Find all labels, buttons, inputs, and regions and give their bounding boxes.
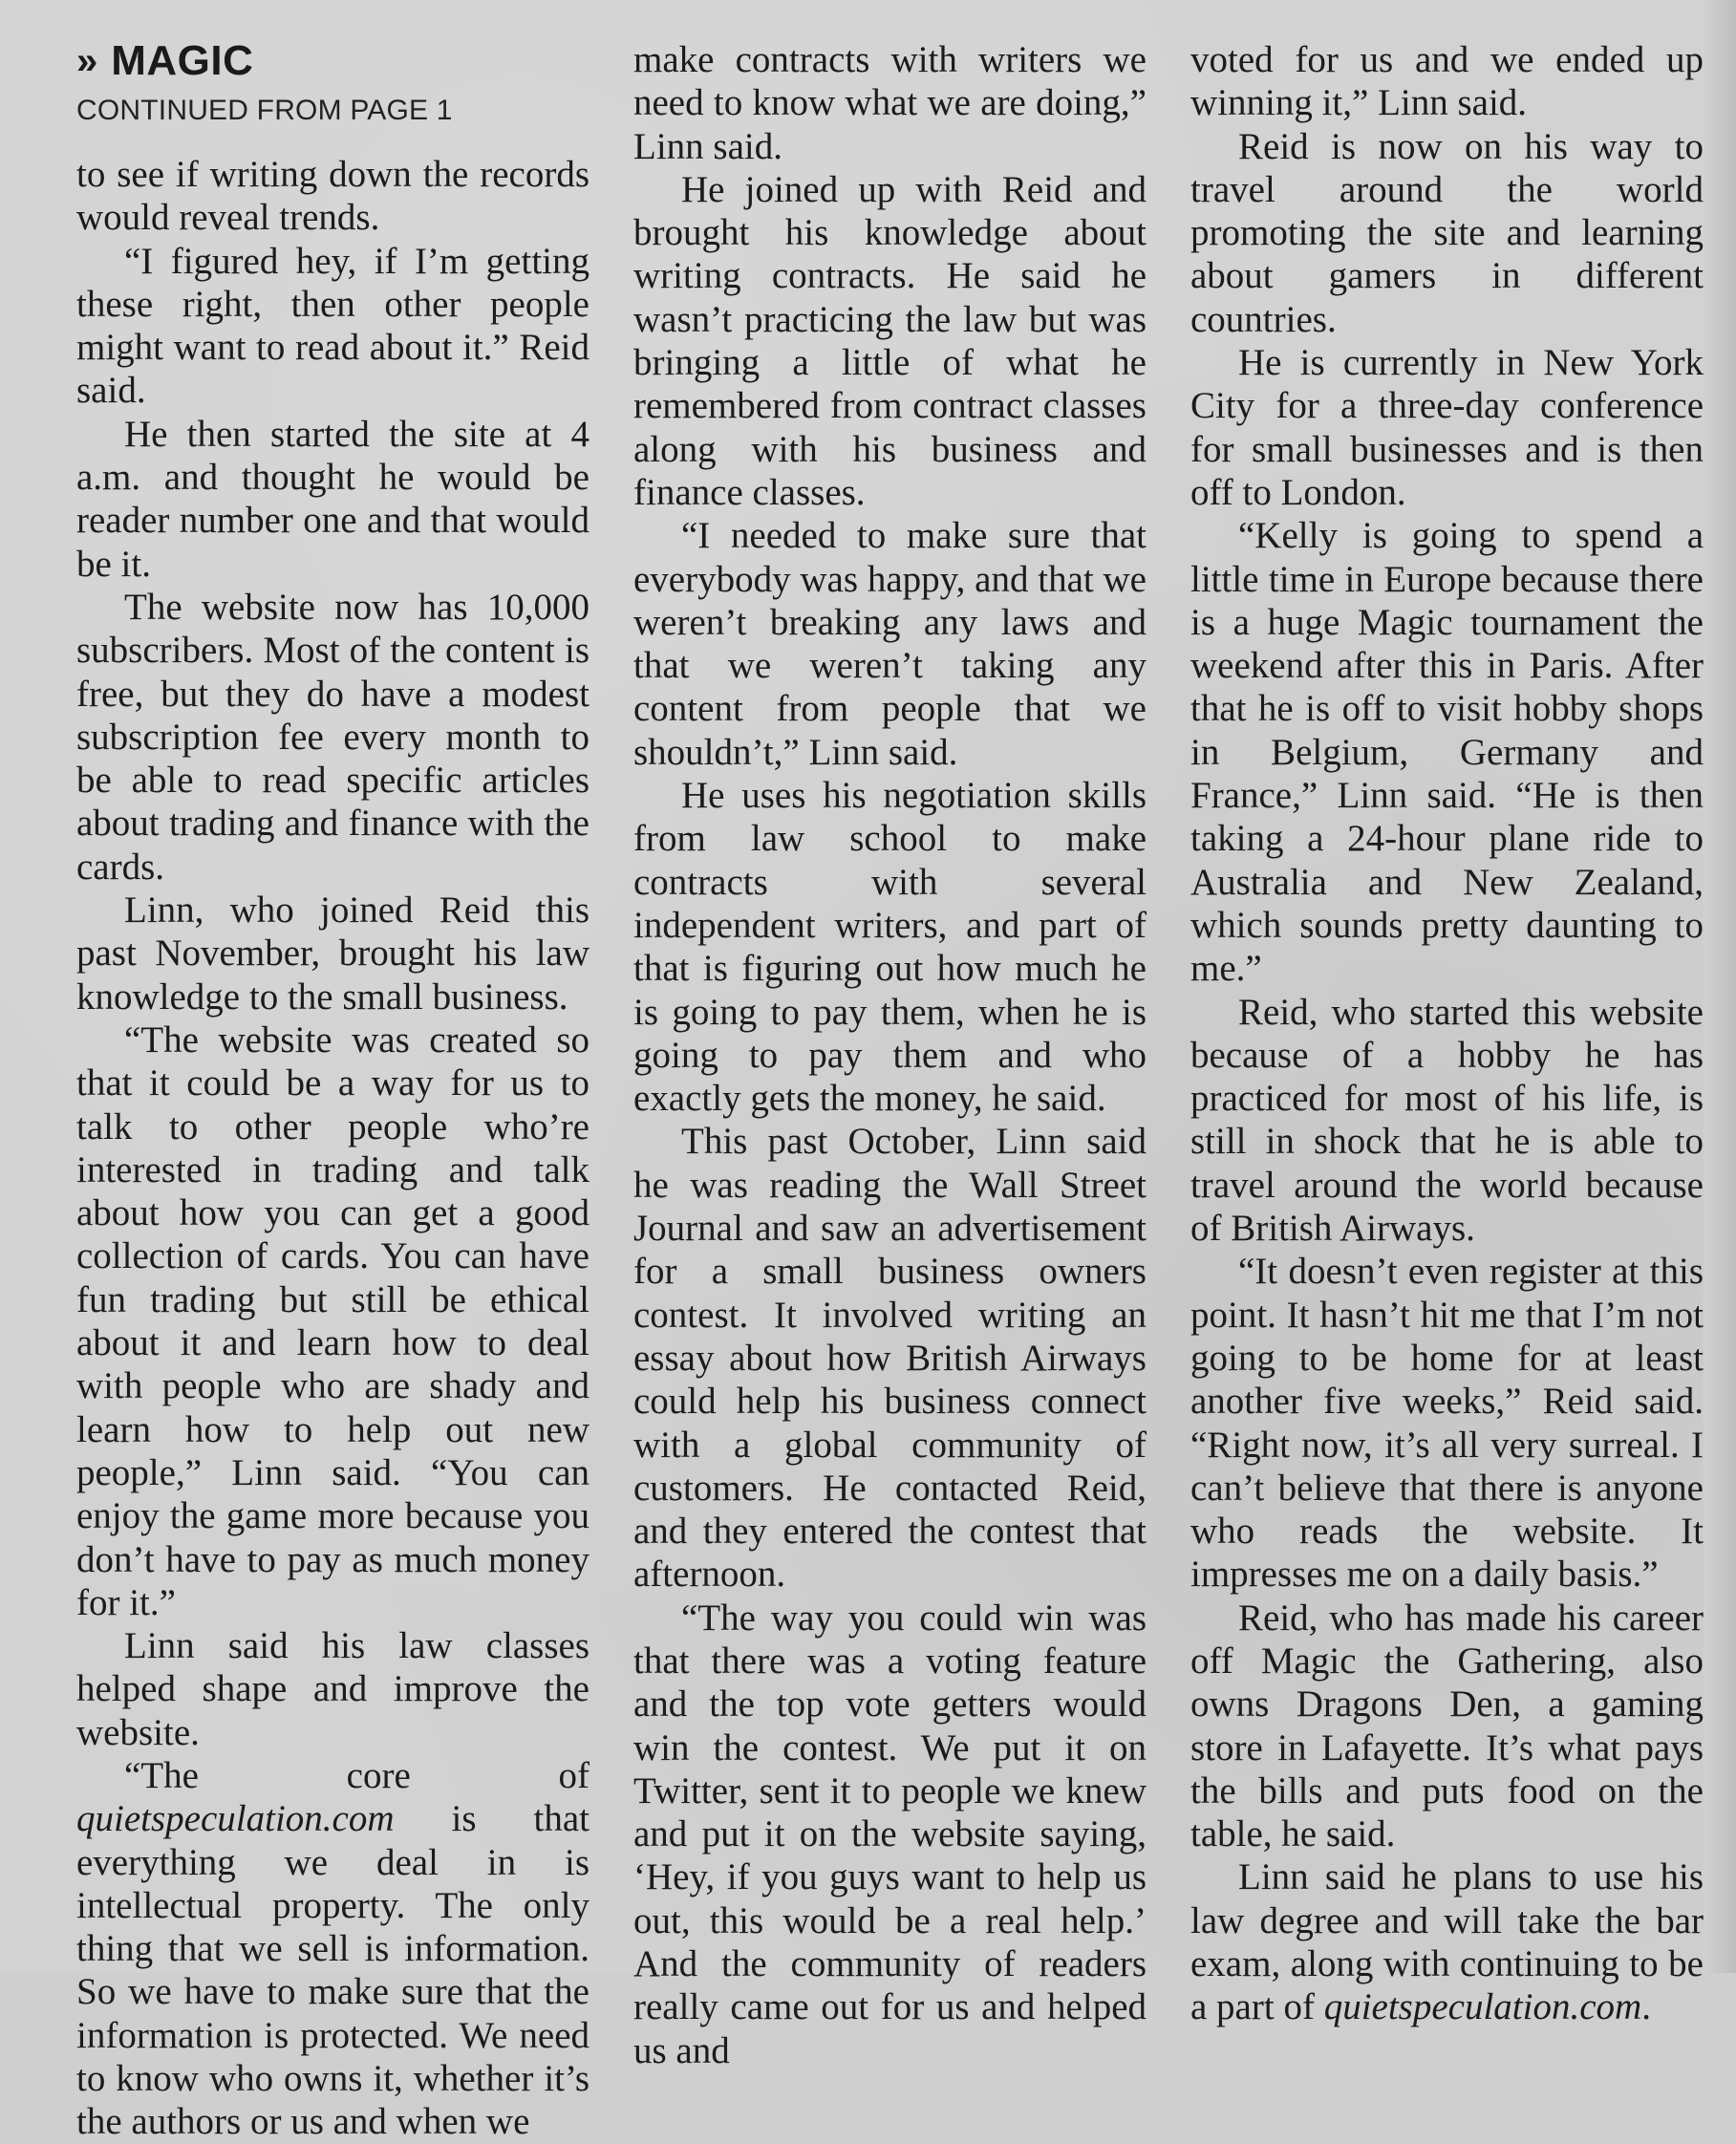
kicker-title: MAGIC <box>111 37 254 84</box>
paragraph: “The way you could win was that there was a voting feature and the top vote getters would win the contest. We put it on Twitter, sent it to people we knew and put it on the website saying, ‘Hey, if you guys want to help us out, this would be a real help.’ And the community of readers really came out for us and helped us and <box>633 1597 1147 2071</box>
paragraph: “I figured hey, if I’m getting these right, then other people might want to read about it.” Reid said. <box>76 240 589 412</box>
paragraph: This past October, Linn said he was reading the Wall Street Journal and saw an advertisement for a small business owners contest. It involved writing an essay about how British Airways could help his business connect with a global community of customers. He contacted Reid, and they entered the contest that afternoon. <box>633 1121 1147 1596</box>
paragraph: to see if writing down the records would reveal trends. <box>76 154 589 239</box>
paragraph: Reid, who has made his career off Magic the Gathering, also owns Dragons Den, a gaming store in Lafayette. It’s what pays the bills and puts food on the table, he said. <box>1190 1597 1704 1855</box>
paragraph: Reid is now on his way to travel around the world promoting the site and learning about gamers in different countries. <box>1190 125 1704 340</box>
paragraph: “The website was created so that it could be a way for us to talk to other people who’re interested in trading and talk about how you can get a good collection of cards. You can have fun trading but still be ethical about it and learn how to deal with people who are shady and learn how to help out new people,” Linn said. “You can enjoy the game more because you don’t have to pay as much money for it.” <box>76 1018 589 1623</box>
chevron-right-icon: » <box>76 40 95 82</box>
paragraph: “It doesn’t even register at this point. It hasn’t hit me that I’m not going to be home for at least another five weeks,” Reid said. “Right now, it’s all very surreal. I can’t believe that there is anyone who reads the website. It impresses me on a daily basis.” <box>1190 1251 1704 1596</box>
paragraph: Reid, who started this website because of a hobby he has practiced for most of his life, is still in shock that he is able to travel around the world because of British Airways. <box>1190 991 1704 1250</box>
article-column-2 <box>633 38 1147 2072</box>
paragraph: He then started the site at 4 a.m. and thought he would be reader number one and that would be it. <box>76 413 589 585</box>
paragraph: He uses his negotiation skills from law school to make contracts with several independent writers, and part of that is figuring out how much he is going to pay them, when he is going to pay them and who exactly gets the money, he said. <box>633 775 1147 1120</box>
closing-period: . <box>1641 1986 1651 2028</box>
continued-from-line: CONTINUED FROM PAGE 1 <box>76 95 453 126</box>
paragraph <box>76 1754 589 2144</box>
page-edge-shadow <box>1704 0 1736 1973</box>
section-kicker <box>76 38 589 84</box>
paragraph: voted for us and we ended up winning it,” Linn said. <box>1190 39 1704 124</box>
paragraph: make contracts with writers we need to know what we are doing,” Linn said. <box>633 39 1147 167</box>
quote-body-text: is that everything we deal in is intellectual property. The only thing that we sell is information. So we have to make sure that the information is protected. We need to know who owns it, whether it’s the authors or us and when we <box>76 1798 589 2143</box>
paragraph: He joined up with Reid and brought his knowledge about writing contracts. He said he wasn’t practicing the law but was bringing a little of what he remembered from contract classes along with his business and finance classes. <box>633 168 1147 513</box>
paragraph: The website now has 10,000 subscribers. Most of the content is free, but they do have a modest subscription fee every month to be able to read specific articles about trading and finance with the cards. <box>76 586 589 888</box>
website-name: quietspeculation.com <box>1323 1986 1642 2028</box>
paragraph <box>1190 1855 1704 2028</box>
paragraph: “Kelly is going to spend a little time in Europe because there is a huge Magic tournament the weekend after this in Paris. After that he is off to visit hobby shops in Belgium, Germany and France,” Linn said. “He is then taking a 24-hour plane ride to Australia and New Zealand, which sounds pretty daunting to me.” <box>1190 515 1704 990</box>
article-column-3 <box>1190 38 1704 2029</box>
closing-text: Linn said he plans to use his law degree and will take the bar exam, along with continuing to be a part of <box>1190 1856 1704 2028</box>
article-column-1 <box>76 38 589 2144</box>
quote-open-text: “The core of <box>124 1754 589 1796</box>
paragraph: He is currently in New York City for a three-day conference for small businesses and is then off to London. <box>1190 342 1704 513</box>
website-name: quietspeculation.com <box>76 1798 395 1840</box>
paragraph: “I needed to make sure that everybody was happy, and that we weren’t breaking any laws and that we weren’t taking any content from people that we shouldn’t,” Linn said. <box>633 515 1147 773</box>
paragraph: Linn, who joined Reid this past November, brought his law knowledge to the small business. <box>76 890 589 1018</box>
paragraph: Linn said his law classes helped shape and improve the website. <box>76 1625 589 1753</box>
